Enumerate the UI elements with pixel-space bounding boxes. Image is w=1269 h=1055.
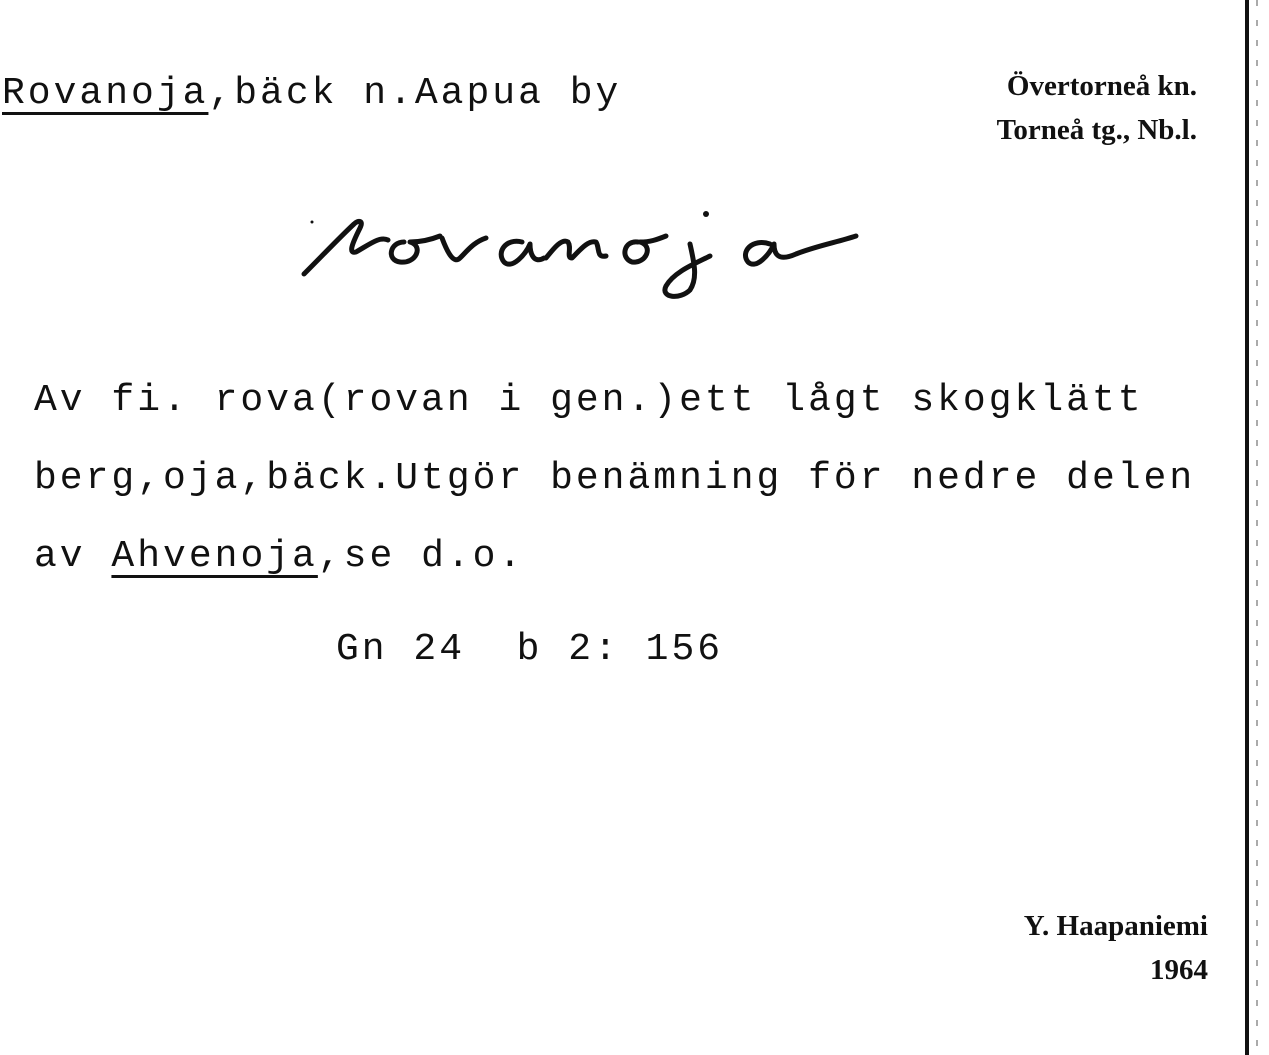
body-line-3-prefix: av <box>34 535 112 578</box>
district: Torneå tg., Nb.l. <box>996 114 1197 146</box>
headword: Rovanoja <box>2 72 209 115</box>
headword-description: ,bäck n.Aapua by <box>208 72 622 115</box>
administrative-region <box>997 64 1197 152</box>
author-name: Y. Haapaniemi <box>1023 910 1208 942</box>
author-block <box>1024 904 1208 992</box>
cross-reference-name: Ahvenoja <box>111 535 318 578</box>
body-line-3 <box>34 518 1195 596</box>
etymology-text <box>34 362 1195 596</box>
card-border-dots <box>1256 0 1258 1055</box>
parish: Övertorneå kn. <box>1006 70 1197 102</box>
body-line-3-suffix: ,se d.o. <box>317 535 525 578</box>
body-line-1: Av fi. rova(rovan i gen.)ett lågt skogklätt <box>34 379 1144 422</box>
card-border-line <box>1245 0 1249 1055</box>
handwritten-pronunciation <box>290 192 870 302</box>
archive-reference: Gn 24 b 2: 156 <box>336 628 724 671</box>
headword-line <box>2 72 621 115</box>
author-year: 1964 <box>1150 954 1208 986</box>
body-line-2: berg,oja,bäck.Utgör benämning för nedre delen <box>34 457 1196 500</box>
